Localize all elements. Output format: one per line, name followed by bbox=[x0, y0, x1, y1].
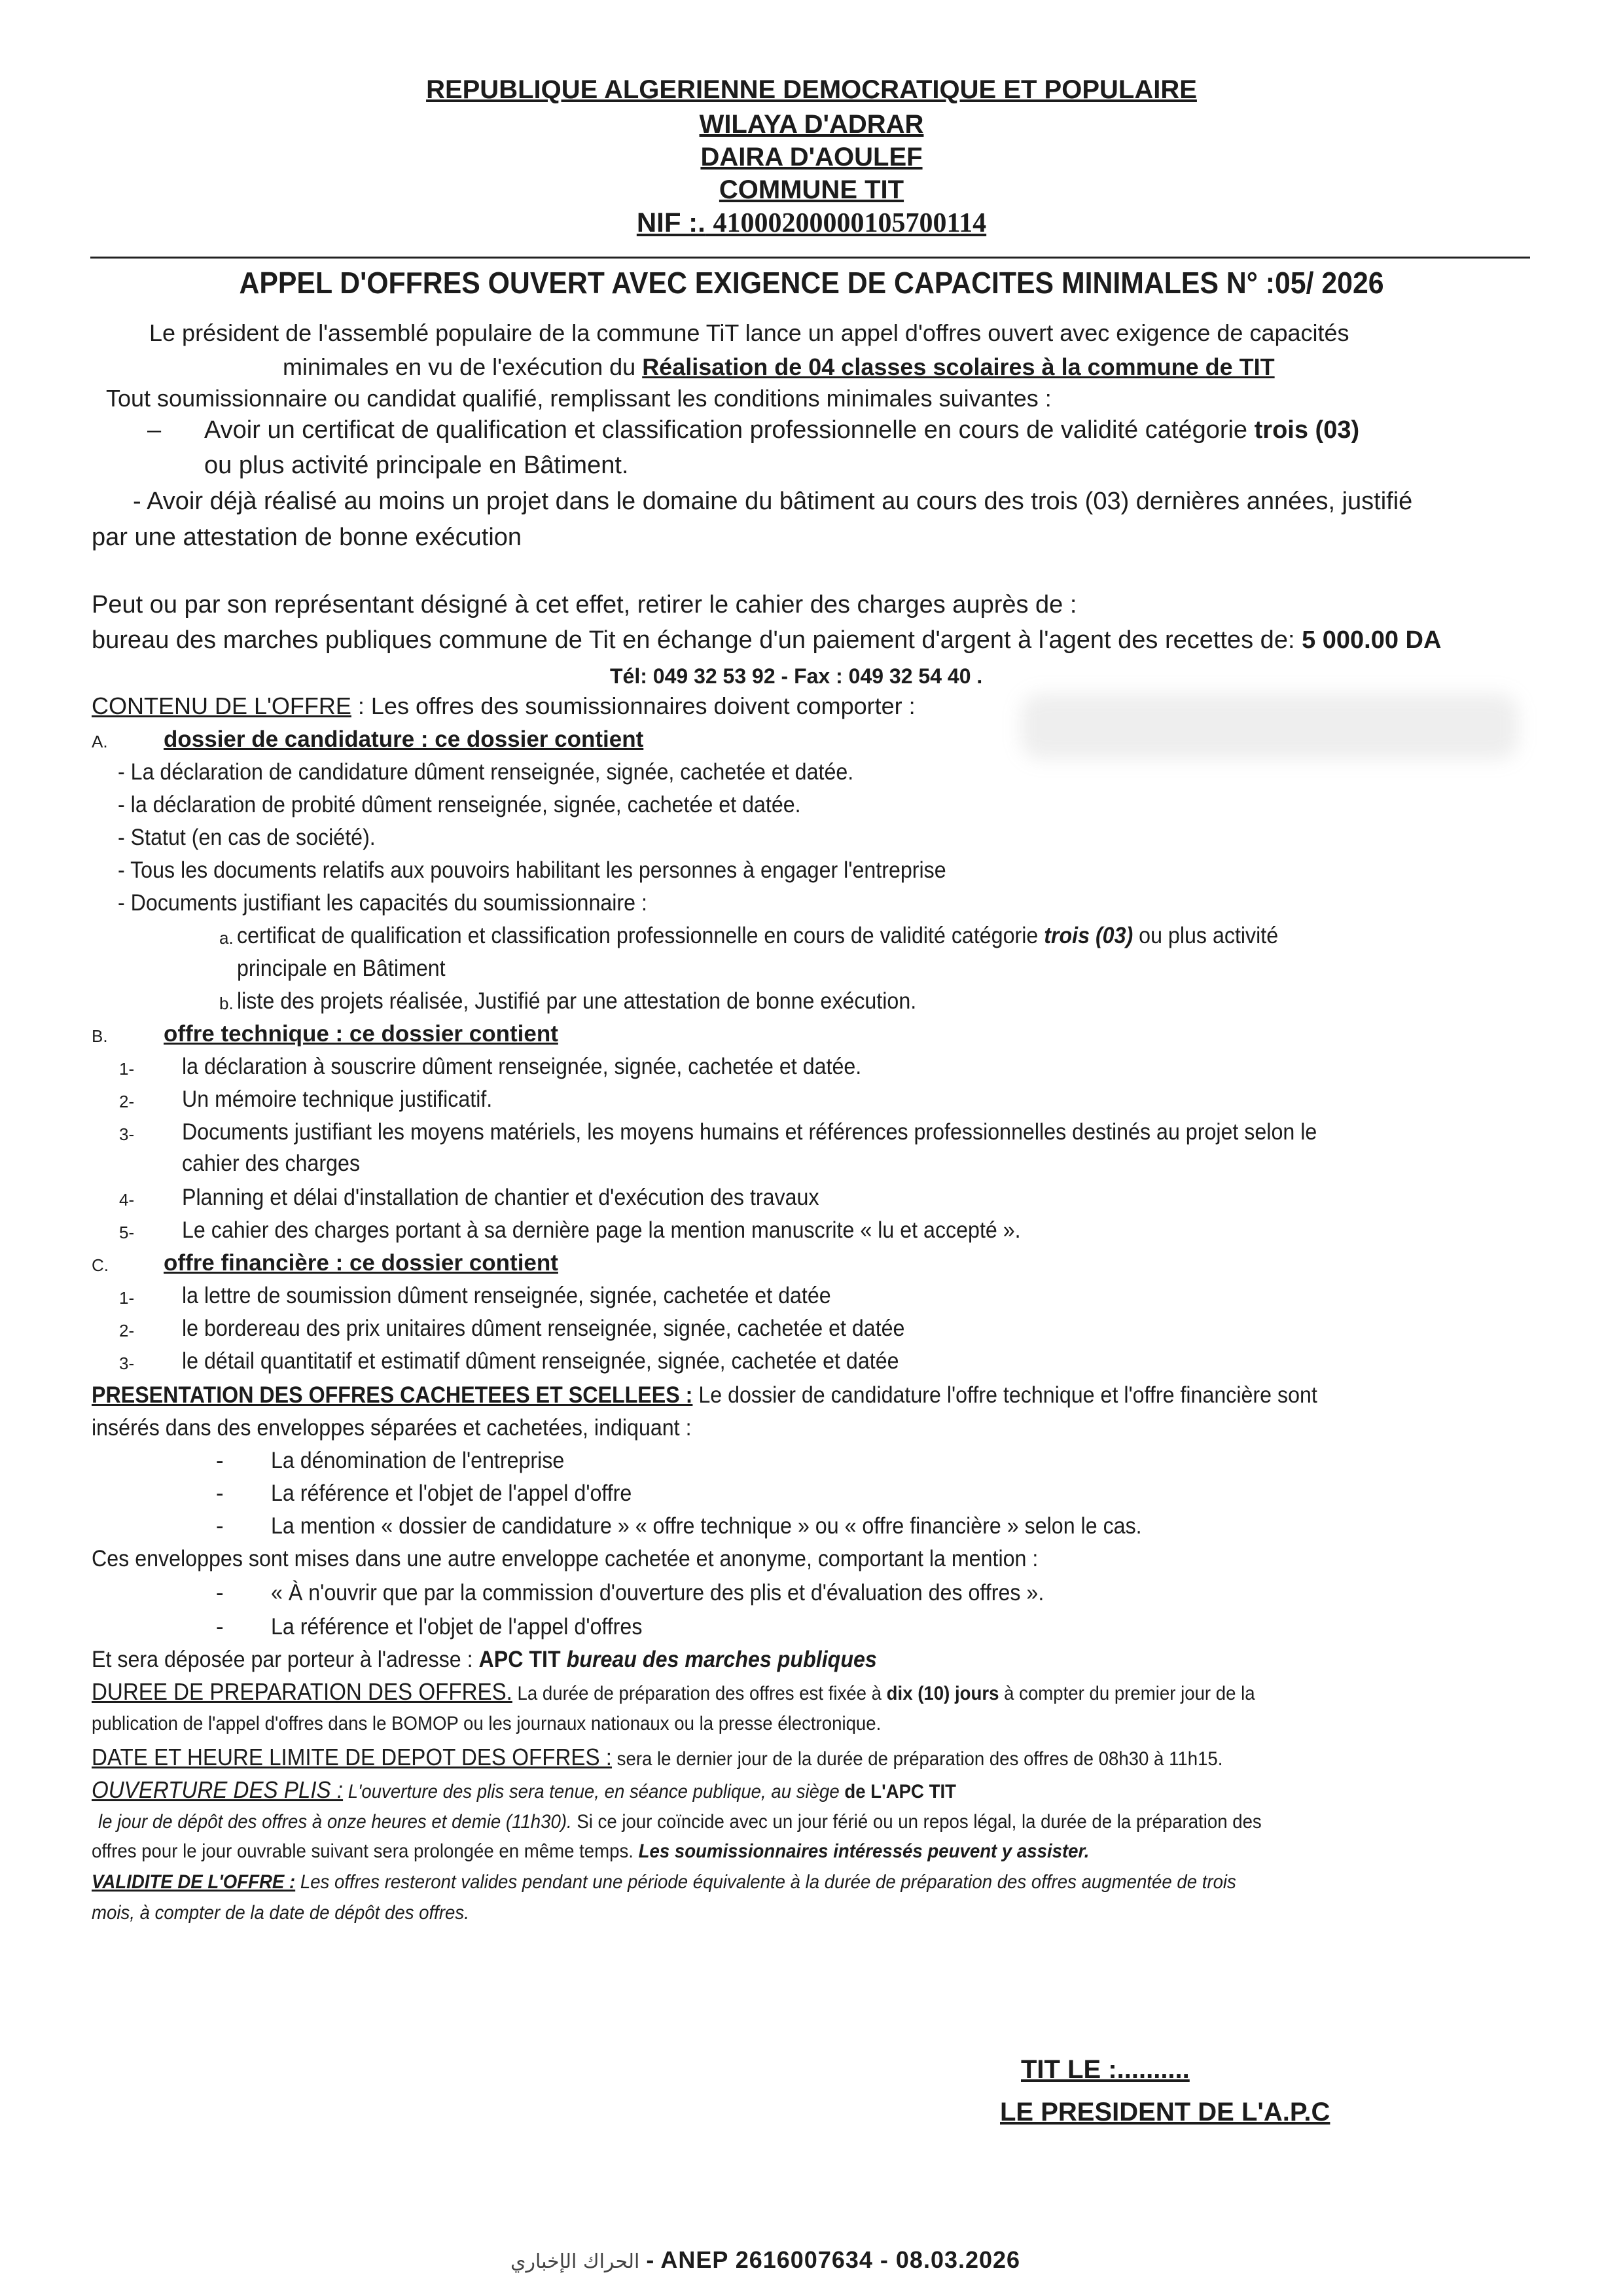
duree-text-end: à compter du premier jour de la bbox=[999, 1683, 1255, 1704]
sub-a-text: certificat de qualification et classification professionnelle en cours de validité catégorie bbox=[237, 923, 1044, 948]
presentation-text-1: Le dossier de candidature l'offre technique et l'offre financière sont bbox=[692, 1382, 1317, 1408]
page-title: APPEL D'OFFRES OUVERT AVEC EXIGENCE DE CAPACITES MINIMALES N° :05/ 2026 bbox=[239, 266, 1384, 300]
contenu-line bbox=[92, 692, 916, 720]
ouverture-time: le jour de dépôt des offres à onze heures et demie (11h30). bbox=[98, 1811, 572, 1833]
section-b-num-3: 3- bbox=[119, 1124, 135, 1144]
presentation-bullet-1: La dénomination de l'entreprise bbox=[271, 1448, 565, 1473]
deposit-apc: APC TIT bbox=[478, 1647, 561, 1672]
validite-line-2: mois, à compter de la date de dépôt des offres. bbox=[92, 1902, 469, 1924]
intro-line-1: Le président de l'assemblé populaire de la commune TiT lance un appel d'offres ouvert avec exigence de capacités bbox=[149, 319, 1349, 346]
section-b-num-2: 2- bbox=[119, 1092, 135, 1111]
section-c-item-3: le détail quantitatif et estimatif dûment renseignée, signée, cachetée et datée bbox=[182, 1348, 899, 1374]
date-limite-text: sera le dernier jour de la durée de préparation des offres de 08h30 à 11h15. bbox=[612, 1748, 1223, 1770]
section-b-item-1: la déclaration à souscrire dûment renseignée, signée, cachetée et datée. bbox=[182, 1054, 862, 1079]
duree-days: dix (10) jours bbox=[886, 1683, 999, 1704]
duree-heading: DUREE DE PREPARATION DES OFFRES. bbox=[92, 1678, 512, 1705]
section-b-num-5: 5- bbox=[119, 1223, 135, 1242]
section-a-item-3: - Statut (en cas de société). bbox=[118, 825, 376, 850]
presentation-bullet-5: La référence et l'objet de l'appel d'offres bbox=[271, 1614, 643, 1640]
header-nif bbox=[0, 207, 1623, 239]
contenu-heading: CONTENU DE L'OFFRE bbox=[92, 692, 351, 719]
bullet-3-dash: - bbox=[216, 1513, 224, 1539]
section-a-item-4: - Tous les documents relatifs aux pouvoirs habilitant les personnes à engager l'entreprise bbox=[118, 857, 946, 883]
presentation-bullet-3: La mention « dossier de candidature » « offre technique » ou « offre financière » selon le cas. bbox=[271, 1513, 1142, 1539]
deposit-text: Et sera déposée par porteur à l'adresse : bbox=[92, 1647, 479, 1672]
header-commune: COMMUNE TIT bbox=[719, 175, 904, 204]
fee-amount: 5 000.00 DA bbox=[1302, 626, 1442, 654]
ouverture-text-2: Si ce jour coïncide avec un jour férié ou un repos légal, la durée de la préparation des bbox=[571, 1811, 1262, 1833]
sub-a-text-end: ou plus activité bbox=[1133, 923, 1279, 948]
contenu-text: : Les offres des soumissionnaires doivent comporter : bbox=[351, 692, 916, 719]
ouverture-attend: Les soumissionnaires intéressés peuvent y assister. bbox=[638, 1840, 1090, 1862]
validite-text: Les offres resteront valides pendant une période équivalente à la durée de préparation des offres augmentée de trois bbox=[295, 1871, 1236, 1893]
project-name: Réalisation de 04 classes scolaires à la commune de TIT bbox=[642, 353, 1275, 380]
section-a-sub-a-line-2: principale en Bâtiment bbox=[237, 956, 446, 981]
footer-anep: - ANEP 2616007634 - 08.03.2026 bbox=[639, 2246, 1021, 2273]
header-divider bbox=[90, 257, 1530, 259]
section-b-num-4: 4- bbox=[119, 1190, 135, 1210]
scan-smudge bbox=[1021, 694, 1518, 759]
section-a-sub-b: liste des projets réalisée, Justifié par une attestation de bonne exécution. bbox=[237, 988, 917, 1014]
signature-date: TIT LE :.......... bbox=[1021, 2055, 1190, 2084]
header-daira: DAIRA D'AOULEF bbox=[700, 143, 923, 171]
section-a-sub-a-marker: a. bbox=[219, 928, 234, 948]
section-b-num-1: 1- bbox=[119, 1059, 135, 1079]
section-b-item-4: Planning et délai d'installation de chantier et d'exécution des travaux bbox=[182, 1185, 819, 1210]
section-a-title: dossier de candidature : ce dossier contient bbox=[164, 726, 644, 752]
condition-1-category: trois (03) bbox=[1254, 416, 1360, 444]
ouverture-heading: OUVERTURE DES PLIS : bbox=[92, 1776, 344, 1803]
presentation-line-3: Ces enveloppes sont mises dans une autre enveloppe cachetée et anonyme, comportant la mention : bbox=[92, 1546, 1039, 1571]
presentation-bullet-2: La référence et l'objet de l'appel d'offre bbox=[271, 1480, 632, 1506]
section-b-title: offre technique : ce dossier contient bbox=[164, 1021, 558, 1047]
date-limite-line bbox=[92, 1744, 1222, 1771]
header-republic: REPUBLIQUE ALGERIENNE DEMOCRATIQUE ET POPULAIRE bbox=[426, 75, 1197, 104]
section-c-num-1: 1- bbox=[119, 1288, 135, 1308]
presentation-heading: PRESENTATION DES OFFRES CACHETEES ET SCELLEES : bbox=[92, 1382, 693, 1408]
condition-1 bbox=[204, 416, 1359, 444]
section-c-title: offre financière : ce dossier contient bbox=[164, 1250, 558, 1276]
section-c-num-2: 2- bbox=[119, 1321, 135, 1340]
section-a-item-1: - La déclaration de candidature dûment renseignée, signée, cachetée et datée. bbox=[118, 759, 854, 785]
intro-line-2-text: minimales en vu de l'exécution du bbox=[283, 353, 643, 380]
ouverture-line-1 bbox=[92, 1776, 956, 1804]
deposit-office: bureau des marches publiques bbox=[560, 1647, 877, 1672]
signature-title: LE PRESIDENT DE L'A.P.C bbox=[1000, 2098, 1330, 2126]
presentation-bullet-4: « À n'ouvrir que par la commission d'ouverture des plis et d'évaluation des offres ». bbox=[271, 1580, 1044, 1605]
condition-1-line-2: ou plus activité principale en Bâtiment. bbox=[204, 452, 629, 479]
bullet-5-dash: - bbox=[216, 1614, 224, 1640]
section-a-sub-b-marker: b. bbox=[219, 994, 234, 1013]
section-a-item-2: - la déclaration de probité dûment renseignée, signée, cachetée et datée. bbox=[118, 792, 801, 817]
ouverture-text-3: offres pour le jour ouvrable suivant sera prolongée en même temps. bbox=[92, 1840, 639, 1862]
section-a-marker: A. bbox=[92, 732, 108, 751]
ouverture-line-2 bbox=[98, 1811, 1262, 1833]
bullet-1-dash: - bbox=[216, 1448, 224, 1473]
section-b-item-3-line-2: cahier des charges bbox=[182, 1151, 361, 1176]
retrieve-line-2 bbox=[92, 626, 1441, 655]
duree-line-1 bbox=[92, 1678, 1255, 1706]
intro-line-3: Tout soumissionnaire ou candidat qualifié, remplissant les conditions minimales suivantes : bbox=[106, 385, 1052, 412]
condition-1-text: Avoir un certificat de qualification et classification professionnelle en cours de validité catégorie bbox=[204, 416, 1255, 444]
ouverture-line-3 bbox=[92, 1840, 1089, 1863]
bullet-2-dash: - bbox=[216, 1480, 224, 1506]
section-c-num-3: 3- bbox=[119, 1354, 135, 1373]
condition-1-dash: – bbox=[147, 416, 162, 444]
validite-heading: VALIDITE DE L'OFFRE : bbox=[92, 1871, 296, 1893]
section-c-marker: C. bbox=[92, 1255, 109, 1275]
validite-line-1 bbox=[92, 1871, 1236, 1893]
contact-line: Tél: 049 32 53 92 - Fax : 049 32 54 40 . bbox=[610, 664, 983, 688]
sub-a-category: trois (03) bbox=[1044, 923, 1133, 948]
nif-value: 41000200000105700114 bbox=[713, 208, 987, 238]
section-c-item-1: la lettre de soumission dûment renseignée, signée, cachetée et datée bbox=[182, 1283, 831, 1308]
nif-label: NIF :. bbox=[636, 207, 705, 238]
header-wilaya: WILAYA D'ADRAR bbox=[699, 110, 924, 139]
retrieve-line-2-text: bureau des marches publiques commune de Tit en échange d'un paiement d'argent à l'agent des recettes de: bbox=[92, 626, 1302, 654]
section-a-item-5: - Documents justifiant les capacités du soumissionnaire : bbox=[118, 890, 647, 916]
retrieve-line-1: Peut ou par son représentant désigné à cet effet, retirer le cahier des charges auprès de : bbox=[92, 591, 1077, 619]
footer-newspaper: الحراك الإخباري bbox=[510, 2250, 640, 2273]
presentation-line-2: insérés dans des enveloppes séparées et cachetées, indiquant : bbox=[92, 1415, 692, 1441]
deposit-line bbox=[92, 1647, 877, 1673]
section-b-item-3: Documents justifiant les moyens matériels, les moyens humains et références professionnelles destinés au projet selon le bbox=[182, 1119, 1317, 1145]
footer-reference bbox=[510, 2246, 1020, 2274]
section-a-sub-a bbox=[237, 923, 1278, 949]
intro-line-2 bbox=[283, 353, 1275, 381]
presentation-line-1 bbox=[92, 1382, 1317, 1408]
condition-2: - Avoir déjà réalisé au moins un projet dans le domaine du bâtiment au cours des trois (03) dernières années, justifié bbox=[133, 488, 1413, 515]
section-b-item-5: Le cahier des charges portant à sa dernière page la mention manuscrite « lu et accepté ». bbox=[182, 1217, 1021, 1243]
duree-text: La durée de préparation des offres est fixée à bbox=[512, 1683, 887, 1704]
section-c-item-2: le bordereau des prix unitaires dûment renseignée, signée, cachetée et datée bbox=[182, 1316, 905, 1341]
bullet-4-dash: - bbox=[216, 1580, 224, 1605]
ouverture-text: L'ouverture des plis sera tenue, en séance publique, au siège bbox=[343, 1781, 845, 1803]
section-b-marker: B. bbox=[92, 1026, 108, 1046]
section-b-item-2: Un mémoire technique justificatif. bbox=[182, 1086, 493, 1112]
condition-2-line-2: par une attestation de bonne exécution bbox=[92, 524, 522, 551]
date-limite-heading: DATE ET HEURE LIMITE DE DEPOT DES OFFRES : bbox=[92, 1744, 613, 1770]
duree-line-2: publication de l'appel d'offres dans le BOMOP ou les journaux nationaux ou la presse électronique. bbox=[92, 1713, 882, 1734]
ouverture-place: de L'APC TIT bbox=[844, 1781, 957, 1803]
